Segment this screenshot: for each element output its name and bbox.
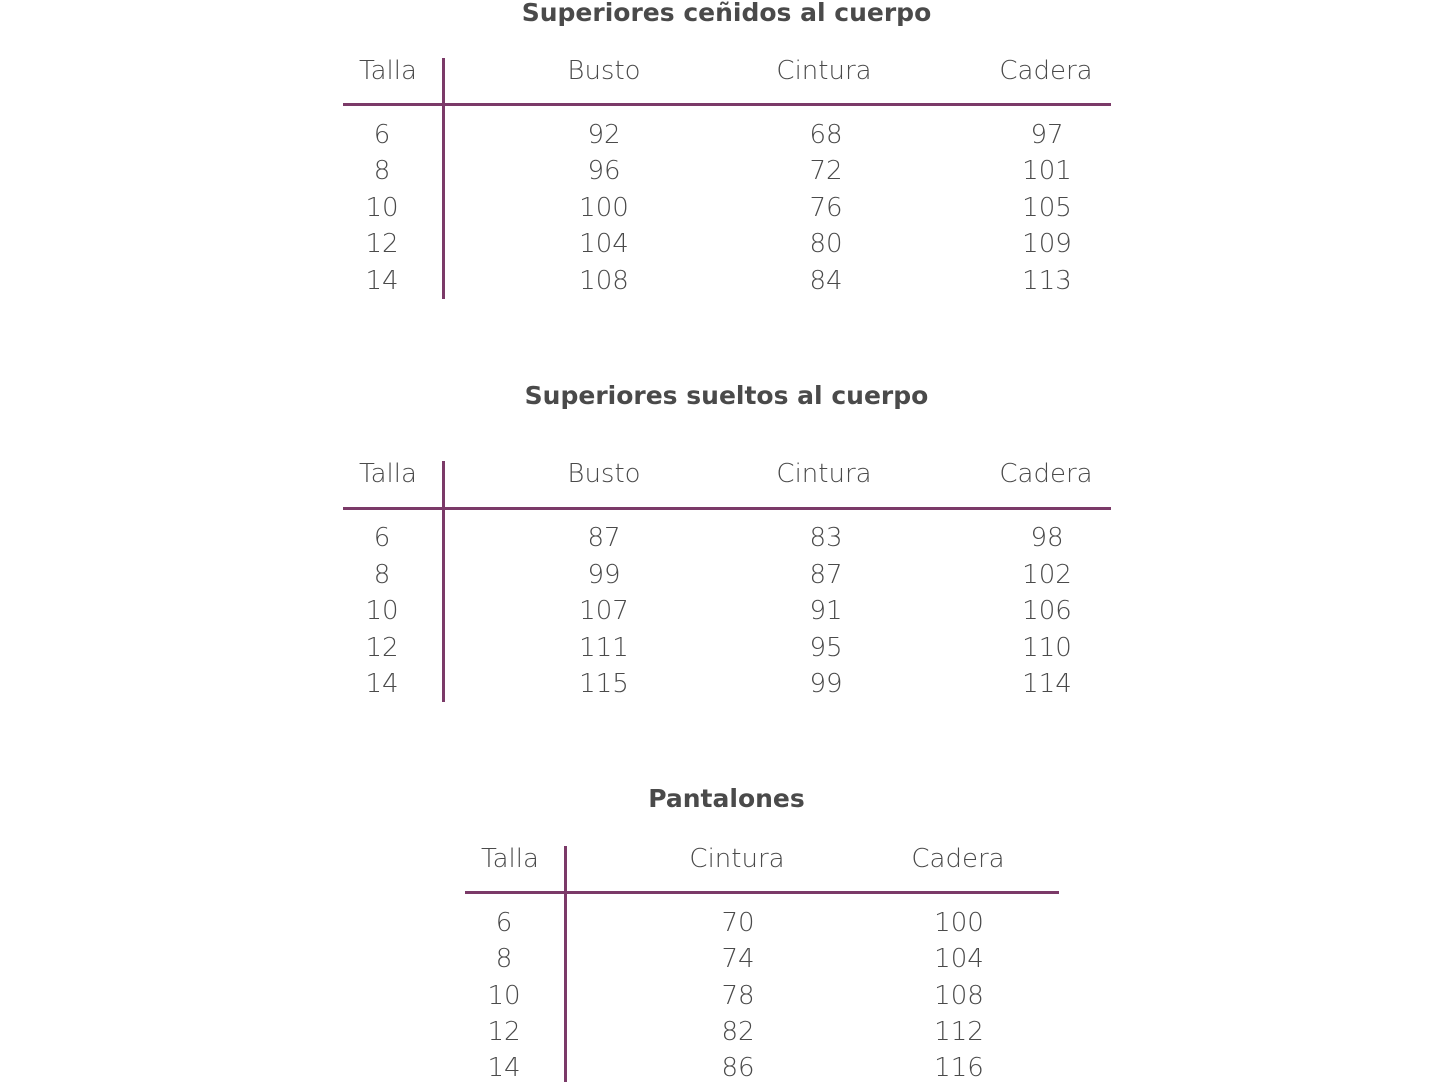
cell-cadera: 108 <box>934 981 984 1011</box>
cell-cadera: 97 <box>1030 120 1064 150</box>
cell-talla: 12 <box>487 1017 521 1047</box>
cell-cadera: 110 <box>1022 633 1072 663</box>
cell-cintura: 76 <box>809 193 843 223</box>
cell-busto: 100 <box>579 193 629 223</box>
cell-cintura: 95 <box>809 633 843 663</box>
cell-talla: 8 <box>373 156 391 186</box>
cell-talla: 8 <box>373 560 391 590</box>
header-cintura: Cintura <box>776 56 872 86</box>
cell-cintura: 80 <box>809 229 843 259</box>
table-title-fitted-tops: Superiores ceñidos al cuerpo <box>521 0 932 27</box>
header-cadera: Cadera <box>911 844 1005 874</box>
cell-busto: 96 <box>587 156 621 186</box>
cell-talla: 6 <box>373 523 391 553</box>
cell-cadera: 105 <box>1022 193 1072 223</box>
cell-busto: 108 <box>579 266 629 296</box>
cell-busto: 107 <box>579 596 629 626</box>
cell-cadera: 113 <box>1022 266 1072 296</box>
header-talla: Talla <box>359 56 417 86</box>
cell-cintura: 82 <box>721 1017 755 1047</box>
cell-talla: 12 <box>365 229 399 259</box>
header-busto: Busto <box>567 459 641 489</box>
header-busto: Busto <box>567 56 641 86</box>
cell-talla: 10 <box>365 596 399 626</box>
cell-busto: 87 <box>587 523 621 553</box>
cell-cadera: 116 <box>934 1053 984 1083</box>
cell-cadera: 112 <box>934 1017 984 1047</box>
header-talla: Talla <box>359 459 417 489</box>
cell-talla: 10 <box>487 981 521 1011</box>
cell-cadera: 101 <box>1022 156 1072 186</box>
cell-cadera: 100 <box>934 908 984 938</box>
table-title-pants: Pantalones <box>648 784 805 813</box>
cell-cintura: 78 <box>721 981 755 1011</box>
cell-cintura: 83 <box>809 523 843 553</box>
cell-cadera: 114 <box>1022 669 1072 699</box>
cell-busto: 104 <box>579 229 629 259</box>
cell-talla: 14 <box>487 1053 521 1083</box>
cell-busto: 92 <box>587 120 621 150</box>
header-cadera: Cadera <box>999 56 1093 86</box>
cell-busto: 115 <box>579 669 629 699</box>
cell-cintura: 84 <box>809 266 843 296</box>
cell-talla: 6 <box>495 908 513 938</box>
cell-cadera: 109 <box>1022 229 1072 259</box>
cell-cintura: 87 <box>809 560 843 590</box>
cell-talla: 14 <box>365 669 399 699</box>
header-cintura: Cintura <box>689 844 785 874</box>
cell-busto: 111 <box>579 633 629 663</box>
table-title-loose-tops: Superiores sueltos al cuerpo <box>524 381 929 410</box>
header-cadera: Cadera <box>999 459 1093 489</box>
cell-cintura: 70 <box>721 908 755 938</box>
cell-cintura: 86 <box>721 1053 755 1083</box>
cell-talla: 10 <box>365 193 399 223</box>
cell-cintura: 91 <box>809 596 843 626</box>
cell-talla: 6 <box>373 120 391 150</box>
cell-busto: 99 <box>587 560 621 590</box>
cell-talla: 14 <box>365 266 399 296</box>
cell-cintura: 72 <box>809 156 843 186</box>
cell-cadera: 98 <box>1030 523 1064 553</box>
table-divider-horizontal <box>465 891 1059 894</box>
cell-cadera: 102 <box>1022 560 1072 590</box>
header-talla: Talla <box>481 844 539 874</box>
cell-talla: 12 <box>365 633 399 663</box>
cell-cintura: 68 <box>809 120 843 150</box>
cell-cintura: 74 <box>721 944 755 974</box>
header-cintura: Cintura <box>776 459 872 489</box>
cell-cintura: 99 <box>809 669 843 699</box>
cell-cadera: 104 <box>934 944 984 974</box>
cell-cadera: 106 <box>1022 596 1072 626</box>
cell-talla: 8 <box>495 944 513 974</box>
